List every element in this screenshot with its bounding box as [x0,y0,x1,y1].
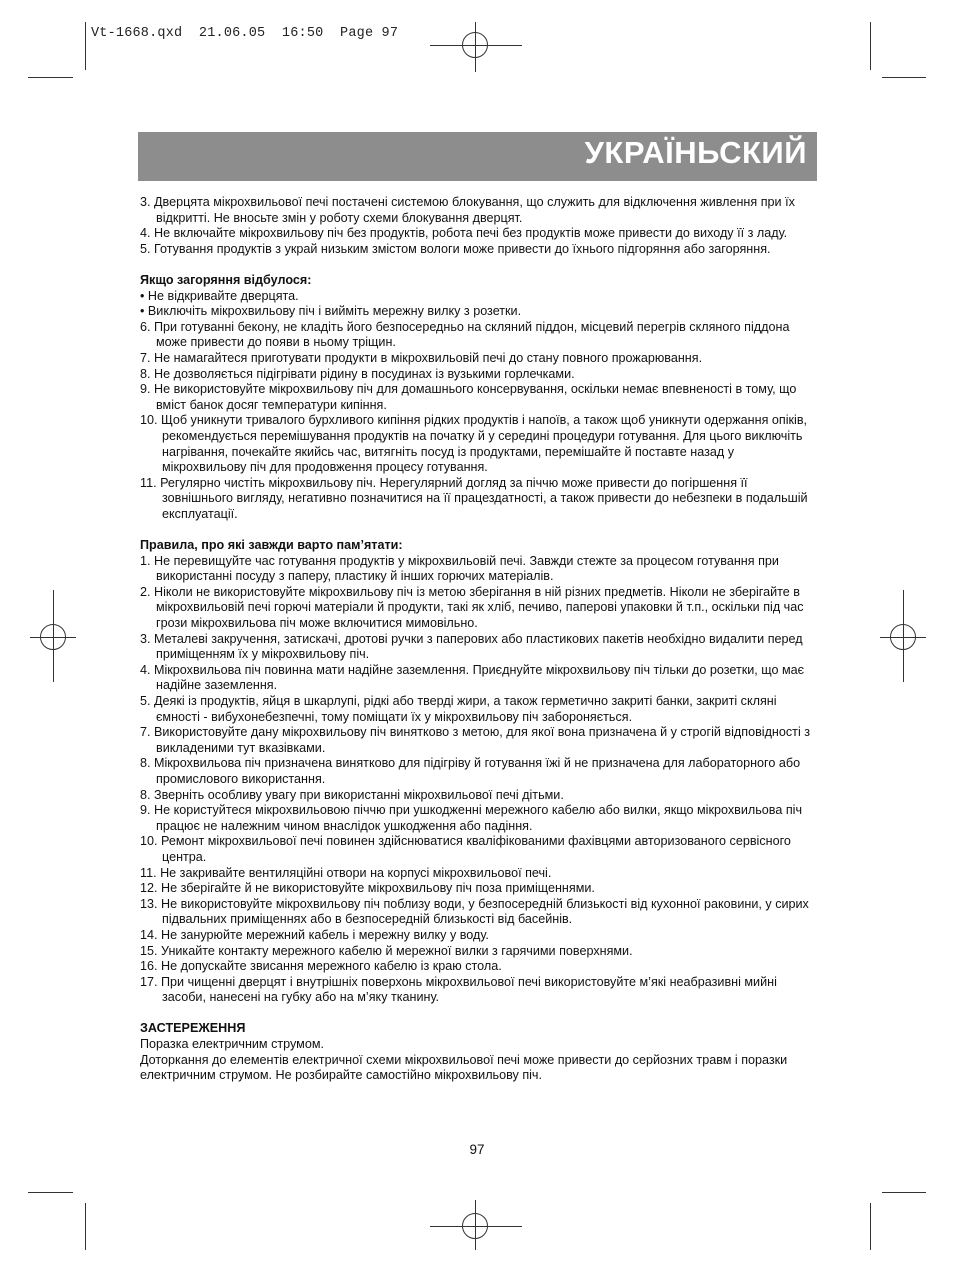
rule-item: 8. Мікрохвильова піч призначена винятково для підігріву й готування їжі й не призначена для лабораторного або промислового використання. [140,756,801,786]
bullet-item: • Виключіть мікрохвильову піч і вийміть мережну вилку з розетки. [140,304,522,319]
list-item: 6. При готуванні бекону, не кладіть його безпосередньо на скляний піддон, місцевий перегрів скляного піддона може привести до появи в ньому тріщин. [140,319,790,350]
rule-item: 13. Не використовуйте мікрохвильову піч поблизу води, у безпосередній близькості від кухонної раковини, у сирих підвальних приміщеннях або в безпосередній близькості від басейнів. [140,896,809,927]
rule-item: 10. Ремонт мікрохвильової печі повинен здійснюватися кваліфікованими фахівцями авторизованого сервісного центра. [140,834,791,864]
crop-mark [870,1203,871,1250]
language-banner [138,132,817,181]
registration-mark-icon [880,637,926,638]
crop-mark [28,77,73,78]
rule-item: 8. Зверніть особливу увагу при використанні мікрохвильової печі дітьми. [140,787,564,802]
section-heading: Правила, про які завжди варто пам’ятати: [140,538,403,553]
rule-item: 9. Не користуйтеся мікрохвильовою піччю при ушкодженні мережного кабелю або вилки, якщо мікрохвильова піч працює не належним чином внаслідок ушкодження або падіння. [140,803,803,833]
file-slug: Vt-1668.qxd 21.06.05 16:50 Page 97 [91,26,399,41]
registration-mark-icon [30,637,76,638]
rule-item: 4. Мікрохвильова піч повинна мати надійне заземлення. Приєднуйте мікрохвильову піч тільки до розетки, що має надійне заземлення. [140,662,805,693]
rule-item: 12. Не зберігайте й не використовуйте мікрохвильову піч поза приміщеннями. [140,881,595,896]
page-number: 97 [469,1142,485,1157]
rule-item: 2. Ніколи не використовуйте мікрохвильову піч із метою зберігання в ній різних предметів. Ніколи не зберігайте в мікрохвильовій печі горючі матеріали й продукти, такі як хліб, печиво, паперові упаковки й т.п., оскільки під час грози мікрохвильова піч може включитися мимовільно. [140,584,804,631]
registration-mark-icon [475,1200,476,1250]
list-item: 11. Регулярно чистіть мікрохвильову піч. Нерегулярний догляд за піччю може привести до погіршення її зовнішнього вигляду, негативно позначитися на її працездатності, а також привести до небезпеки в подальшій експлуатації. [140,475,808,521]
registration-mark-icon [903,590,904,682]
crop-mark [882,1192,926,1193]
rule-item: 15. Уникайте контакту мережного кабелю й мережної вилки з гарячими поверхнями. [140,943,633,958]
rule-item: 1. Не перевищуйте час готування продуктів у мікрохвильовій печі. Завжди стежте за процесом готування при використанні посуду з паперу, пластику й інших горючих матеріалів. [140,553,779,584]
registration-mark-icon [53,590,54,682]
list-item: 4. Не включайте мікрохвильову піч без продуктів, робота печі без продуктів може привести до виходу її з ладу. [140,226,788,241]
crop-mark [85,22,86,70]
document-body [140,195,820,1084]
list-item: 3. Дверцята мікрохвильової печі постачені системою блокування, що служить для відключення живлення при їх відкритті. Не вносьте змін у роботу схеми блокування дверцят. [140,195,795,225]
rule-item: 14. Не занурюйте мережний кабель і мережну вилку у воду. [140,927,489,942]
list-item: 5. Готування продуктів з украй низьким змістом вологи може привести до їхнього підгоряння або загоряння. [140,241,771,256]
registration-mark-icon [430,45,522,46]
rule-item: 16. Не допускайте звисання мережного кабелю із краю стола. [140,959,502,974]
crop-mark [28,1192,73,1193]
list-item: 7. Не намагайтеся приготувати продукти в мікрохвильовій печі до стану повного прожарювання. [140,350,703,365]
warning-text: Поразка електричним струмом. [140,1037,324,1052]
list-item: 10. Щоб уникнути тривалого бурхливого кипіння рідких продуктів і напоїв, а також щоб уникнути одержання опіків, рекомендується перемішування продуктів на початку й у середині процедури готування. Для цього виключіть нагрівання, почекайте якийсь час, витягніть посуд із продуктами, перемішайте й поставте назад у мікрохвильову піч для продовження процесу готування. [140,413,808,475]
bullet-item: • Не відкривайте дверцята. [140,288,299,303]
warning-text: Доторкання до елементів електричної схеми мікрохвильової печі може привести до серйозних травм і поразки електричним струмом. Не розбирайте самостійно мікрохвильову піч. [140,1052,788,1083]
rule-item: 7. Використовуйте дану мікрохвильову піч винятково з метою, для якої вона призначена й у строгій відповідності з викладеними тут вказівками. [140,725,811,755]
rule-item: 5. Деякі із продуктів, яйця в шкарлупі, рідкі або тверді жири, а також герметично закриті банки, закриті скляні ємності - вибухонебезпечні, тому поміщати їх у мікрохвильову піч забороняється. [140,694,777,724]
warning-heading: ЗАСТЕРЕЖЕННЯ [140,1021,246,1036]
rule-item: 11. Не закривайте вентиляційні отвори на корпусі мікрохвильової печі. [140,865,552,880]
crop-mark [882,77,926,78]
registration-mark-icon [430,1226,522,1227]
list-item: 9. Не використовуйте мікрохвильову піч для домашнього консервування, оскільки немає впевненості в тому, що вміст банок досяг температури кипіння. [140,382,797,412]
rule-item: 17. При чищенні дверцят і внутрішніх поверхонь мікрохвильової печі використовуйте м’які неабразивні мийні засоби, нанесені на губку або на м’яку тканину. [140,974,777,1005]
crop-mark [870,22,871,70]
list-item: 8. Не дозволяється підігрівати рідину в посудинах із вузькими горлечками. [140,366,575,381]
registration-mark-icon [475,22,476,72]
banner-title: УКРАЇНЬСКИЙ [584,135,807,170]
rule-item: 3. Металеві закручення, затискачі, дротові ручки з паперових або пластикових пакетів необхідно видалити перед приміщенням їх у мікрохвильову піч. [140,631,803,662]
crop-mark [85,1203,86,1250]
section-heading: Якщо загоряння відбулося: [140,272,312,287]
